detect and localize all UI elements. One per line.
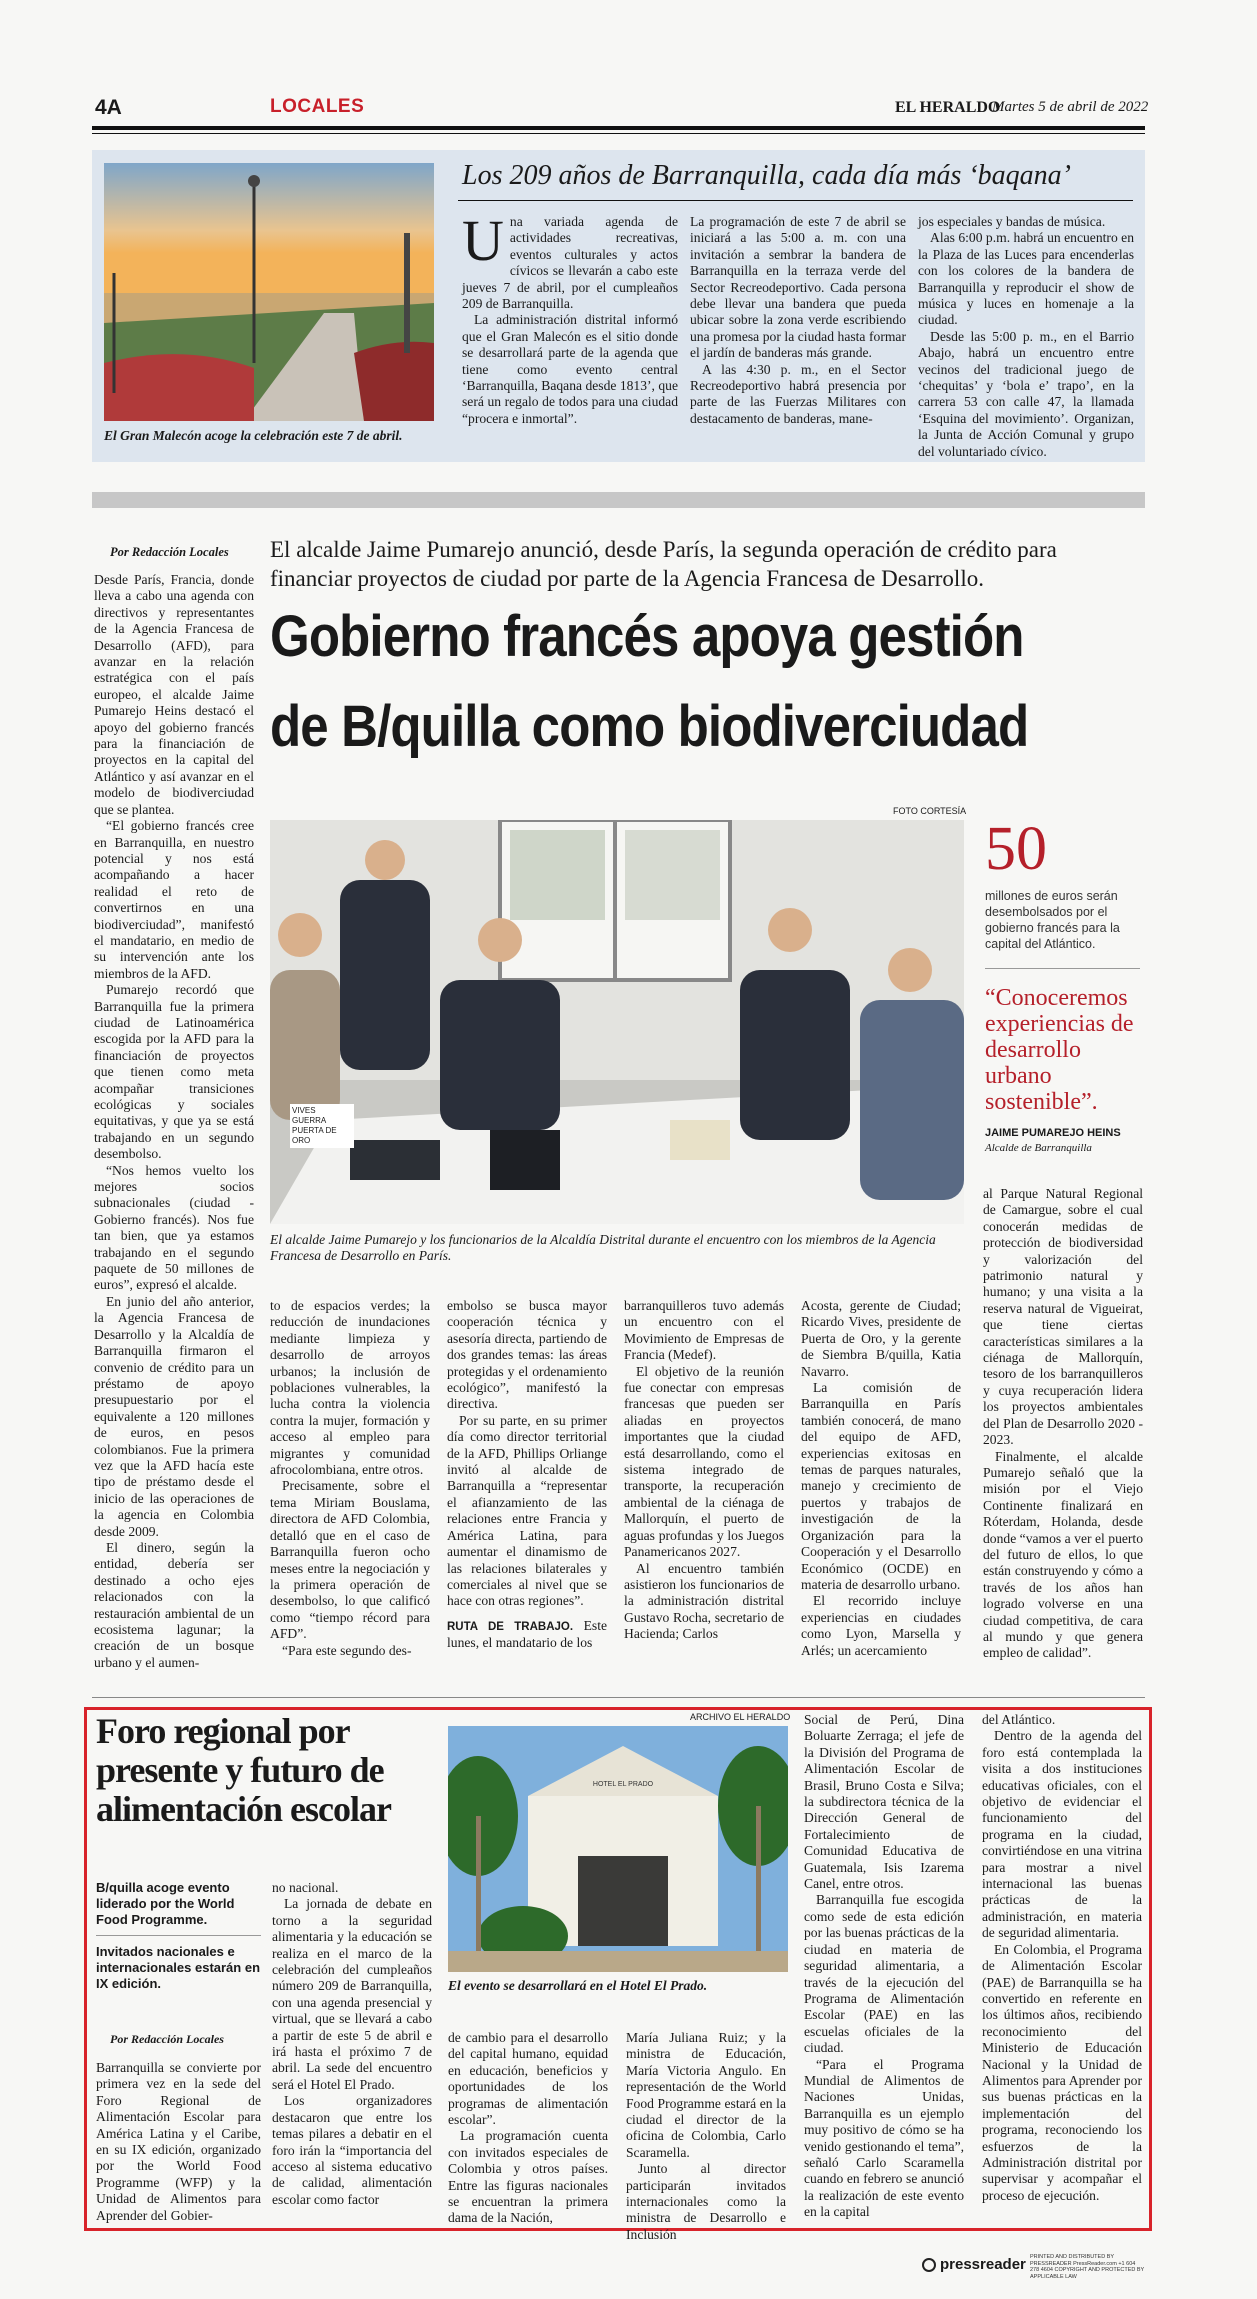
main-col-c [624, 1298, 784, 1643]
bottom-col-6 [982, 1712, 1142, 2204]
paragraph: Desde París, Francia, donde lleva a cabo una agenda con directivos y representantes de la Agencia Francesa de Desarrollo (AFD), para avanzar en la relación estratégica con el país europeo, el alcalde Jaime Pumarejo Heins destacó el apoyo del gobierno francés para la financiación de proyectos en la capital del Atlántico y así avanzar en el modelo de biodiverciudad que se plantea. [94, 572, 254, 817]
summary-2: Invitados nacionales e internacionales estarán en IX edición. [96, 1944, 261, 1991]
paragraph: Social de Perú, Dina Boluarte Zerraga; el jefe de la División del Programa de Alimentación Escolar de Brasil, Bruno Costa e Silva; la subdirectora técnica de la Dirección General de Fortalecimiento de Comunidad Educativa de Guatemala, Isis Izarema Canel, entre otros. [804, 1712, 964, 1892]
quote-author: JAIME PUMAREJO HEINS [985, 1127, 1121, 1139]
header-rule-thin [92, 133, 1145, 134]
paragraph: En Colombia, el Programa de Alimentación Escolar (PAE) de Barranquilla se ha convertido en referente en los últimos años, recibiendo reconocimiento del Ministerio de Educación Nacional y la Unidad de Alimentos para Aprender por sus buenas prácticas en la implementación del programa, reconociendo los esfuerzos de la Administración distrital por supervisar y acompañar el proceso de ejecución. [982, 1941, 1142, 2203]
paragraph: Desde las 5:00 p. m., en el Barrio Abajo, habrá un encuentro entre vecinos del tradicional juego de ‘chequitas’ y ‘bola e’ trapo’, en la carrera 53 con calle 47, la llamada ‘Esquina del movimiento’. Organizan, la Junta de Acción Comunal y grupo del voluntariado cívico. [918, 328, 1134, 459]
paragraph: Barranquilla fue escogida como sede de esta edición por las buenas prácticas de la ciudad en materia de seguridad alimentaria, a través de la ejecución del Programa de Alimentación Escolar (PAE) en las escuelas oficiales de la ciudad. [804, 1892, 964, 2056]
paragraph: to de espacios verdes; la reducción de inundaciones mediante limpieza y desarrollo de arroyos urbanos; la inclusión de poblaciones vulnerables, la lucha contra la violencia contra la mujer, formación y acceso al empleo para migrantes y comunidad afrocolombiana, entre otros. [270, 1298, 430, 1478]
paragraph: La jornada de debate en torno a la seguridad alimentaria y la educación se realiza en el marco de la celebración del cumpleaños número 209 de Barranquilla, con una agenda presencial y virtual, que se llevará a cabo a partir de este 5 de abril e irá hasta el próximo 7 de abril. La sede del encuentro será el Hotel El Prado. [272, 1896, 432, 2092]
paragraph: Junto al director participarán invitados internacionales como la ministra de Desarrollo e Inclusión [626, 2161, 786, 2242]
pull-quote: “Conoceremos experiencias de desarrollo urbano sostenible”. [985, 985, 1134, 1115]
main-col-d [801, 1298, 961, 1659]
meeting-photo [270, 820, 964, 1224]
paragraph: La programación cuenta con invitados especiales de Colombia y otros países. Entre las figuras nacionales se encuentran la primera dama de la Nación, [448, 2128, 608, 2226]
pressreader-logo[interactable] [922, 2256, 1026, 2273]
pressreader-brand: pressreader [940, 2256, 1026, 2273]
paragraph: María Juliana Ruiz; y la ministra de Educación, María Victoria Angulo. En representación de the World Food Programme estará en la ciudad el director de la oficina de Colombia, Carlo Scaramella. [626, 2030, 786, 2160]
paragraph: Precisamente, sobre el tema Miriam Bouslama, directora de AFD Colombia, detalló que en el caso de Barranquilla fueron ocho meses entre la negociación y la primera operación de desembolso, lo que calificó como “tiempo récord para AFD”. [270, 1478, 430, 1642]
paragraph: barranquilleros tuvo además un encuentro con el Movimiento de Empresas de Francia (Medef). [624, 1298, 784, 1363]
paragraph: del Atlántico. [982, 1712, 1056, 1727]
malecon-photo [104, 163, 434, 421]
stat-number: 50 [985, 815, 1047, 883]
paragraph: Los organizadores destacaron que entre los temas pilares a debatir en el foro irán la “importancia del acceso al sistema educativo de calidad, alimentación escolar como factor [272, 2093, 432, 2207]
paragraph: Alas 6:00 p.m. habrá un encuentro en la Plaza de las Luces para encenderlas con los colores de la bandera de Barranquilla y reproducir el show de música y luces en homenaje a la ciudad. [918, 230, 1134, 328]
paragraph: “Nos hemos vuelto los mejores socios subnacionales (ciudad - Gobierno francés). Nos fue tan bien, que ya estamos trabajando en el segundo paquete de 50 millones de euros”, expresó el alcalde. [94, 1162, 254, 1293]
separator-bar [92, 492, 1145, 508]
paragraph: “Para este segundo des- [282, 1642, 412, 1658]
summary-1: B/quilla acoge evento liderado por the World Food Programme. [96, 1880, 235, 1927]
main-left-col [94, 572, 254, 1671]
malecon-caption: El Gran Malecón acoge la celebración este 7 de abril. [104, 428, 403, 443]
placard: VIVES GUERRA PUERTA DE ORO [290, 1104, 354, 1148]
kicker: El alcalde Jaime Pumarejo anunció, desde París, la segunda operación de crédito para financiar proyectos de ciudad por parte de la Agencia Francesa de Desarrollo. [270, 537, 1057, 591]
paragraph: “Para el Programa Mundial de Alimentos de Naciones Unidas, Barranquilla es un ejemplo muy positivo de cómo se ha venido gestionando el tema”, señaló Carlo Scaramella cuando en febrero se anunció la realización de este evento en la capital [804, 2056, 964, 2220]
print-notice: PRINTED AND DISTRIBUTED BY PRESSREADER PressReader.com +1 604 278 4604 COPYRIGHT AND PROTECTED BY APPLICABLE LAW [1030, 2254, 1145, 2280]
top-story-headline: Los 209 años de Barranquilla, cada día más ‘baqana’ [462, 160, 1071, 191]
top-col-1 [462, 208, 678, 427]
main-col-b [447, 1298, 607, 1652]
hotel-caption: El evento se desarrollará en el Hotel El Prado. [448, 1978, 708, 1993]
paragraph: Pumarejo recordó que Barranquilla fue la primera ciudad de Latinoamérica escogida por la AFD para la financiación de proyectos que tienen como meta acompañar transiciones ecológicas y sociales equitativas, y que ya se está trabajando en un segundo desembolso. [94, 982, 254, 1162]
top-col-2 [690, 214, 906, 427]
bottom-col-3 [448, 2030, 608, 2227]
newspaper-name: EL HERALDO [895, 99, 1001, 116]
top-col-3 [918, 214, 1134, 460]
paragraph-tail: Este lunes, el mandatario de los [447, 1617, 607, 1651]
paragraph: Finalmente, el alcalde Pumarejo señaló que la misión por el Viejo Continente finalizará en Róterdam, Holanda, desde donde “vamos a ver el puerto del futuro de ellos, lo que están construyendo y cómo a través de los años han logrado volverse en una ciudad competitiva, de cara al mundo y que genera empleo de calidad”. [983, 1448, 1143, 1661]
main-col-a [270, 1298, 430, 1659]
paragraph: al Parque Natural Regional de Camargue, sobre el cual conocerán medidas de protección de biodiversidad y valorización del patrimonio natural y humano; y una visita a la reserva natural de Vigueirat, que tiene ciertas características similares a la ciénaga de Mallorquín, tesoro de los barranquilleros y cuya recuperación lidera los proyectos ambientales del Plan de Desarrollo 2020 - 2023. [983, 1186, 1143, 1448]
paragraph: Por su parte, en su primer día como director territorial de la AFD, Phillips Orliange invitó al alcalde de Barranquilla a “representar el afianzamiento de las relaciones entre Francia y América Latina, para aumentar el dinamismo de las relaciones bilaterales y comerciales al nivel que se hace con otras regiones”. [447, 1412, 607, 1609]
bottom-byline: Por Redacción Locales [110, 2032, 224, 2046]
pressreader-icon [922, 2258, 936, 2272]
sidebar-rule [985, 968, 1140, 969]
paragraph: A las 4:30 p. m., en el Sector Recreodeportivo habrá presencia por parte de las Fuerzas Militares con destacamento de banderas, mane- [690, 361, 906, 426]
paragraph: Dentro de la agenda del foro está contemplada la visita a dos instituciones educativas oficiales, con el objetivo de evidenciar el funcionamiento del programa en la ciudad, convirtiéndose en una vitrina para mostrar a nivel internacional las buenas prácticas de la administración, en materia de seguridad alimentaria. [982, 1728, 1142, 1941]
photo-credit: FOTO CORTESÍA [893, 806, 967, 816]
main-headline-line2: de B/quilla como biodiverciudad [270, 694, 1029, 759]
paragraph: Barranquilla se convierte por primera vez en la sede del Foro Regional de Alimentación Escolar para América Latina y el Caribe, en su IX edición, organizado por the World Food Programme (WFP) y la Unidad de Alimentos para Aprender del Gobier- [96, 2060, 261, 2223]
main-headline-line1: Gobierno francés apoya gestión [270, 604, 1024, 669]
drop-cap: U [462, 208, 504, 273]
hotel-photo [448, 1726, 788, 1972]
meeting-caption: El alcalde Jaime Pumarejo y los funcionarios de la Alcaldía Distrital durante el encuentro con los miembros de la Agencia Francesa de Desarrollo en París. [270, 1232, 936, 1263]
section-rule [92, 1697, 1145, 1698]
issue-date: Martes 5 de abril de 2022 [992, 99, 1149, 115]
section-label: LOCALES [270, 96, 365, 117]
quote-role: Alcalde de Barranquilla [985, 1142, 1092, 1154]
paragraph: El dinero, según la entidad, debería ser destinado a ocho ejes relacionados con la restauración ambiental de un ecosistema lagunar; la creación de un bosque urbano y el aumen- [94, 1539, 254, 1670]
bottom-col-2 [272, 1880, 432, 2208]
page-number: 4A [95, 96, 122, 119]
paragraph: Al encuentro también asistieron los funcionarios de la administración distrital Gustavo Rocha, secretario de Hacienda; Carlos [624, 1560, 784, 1642]
paragraph: El recorrido incluye experiencias en ciudades como Lyon, Marsella y Arlés; un acercamiento [801, 1593, 961, 1658]
paragraph: “El gobierno francés cree en Barranquilla, en nuestro potencial y nos está acompañando a hacer realidad el reto de convertirnos en una biodiverciudad”, manifestó el mandatario, en medio de su intervención ante los miembros de la AFD. [94, 818, 254, 981]
paragraph: jos especiales y bandas de música. [918, 214, 1106, 229]
main-col-e [983, 1186, 1143, 1662]
bottom-col-1 [96, 2060, 261, 2224]
paragraph: El objetivo de la reunión fue conectar con empresas francesas que pueden ser aliadas en proyectos importantes que la ciudad está desarrollando, como el sistema integrado de transporte, la recuperación ambiental de la ciénaga de Mallorquín, el puerto de aguas profundas y los Juegos Panamericanos 2027. [624, 1363, 784, 1560]
bottom-headline: Foro regional por presente y futuro de alimentación escolar [96, 1711, 391, 1829]
byline: Por Redacción Locales [110, 545, 229, 559]
paragraph: embolso se busca mayor cooperación técnica y asesoría directa, partiendo de dos grandes temas: las áreas protegidas y el ordenamiento ecológico”, manifestó la directiva. [447, 1298, 607, 1412]
bottom-photo-credit: ARCHIVO EL HERALDO [690, 1712, 791, 1722]
paragraph: Acosta, gerente de Ciudad; Ricardo Vives, presidente de Puerta de Oro, y la gerente de Siembra B/quilla, Katia Navarro. [801, 1298, 961, 1379]
paragraph: La programación de este 7 de abril se iniciará a las 5:00 a. m. con una invitación a sembrar la bandera de Barranquilla en la terraza verde del Sector Recreodeportivo. Cada persona debe llevar una bandera que pueda ubicar sobre la zona verde escribiendo una promesa por la ciudad hasta formar el jardín de banderas más grande. [690, 214, 906, 361]
paragraph: na variada agenda de actividades recreativas, eventos culturales y actos cívicos se llevarán a cabo este jueves 7 de abril, por el cumpleaños 209 de Barranquilla. [462, 214, 678, 312]
paragraph: La administración distrital informó que el Gran Malecón es el sitio donde se desarrollará parte de la agenda que tiene como evento central ‘Barranquilla, Baqana desde 1813’, que será un regalo de todos para una ciudad “procera e inmortal”. [462, 312, 678, 426]
paragraph: La comisión de Barranquilla en París también conocerá, de mano del equipo de AFD, experiencias exitosas en temas de parques naturales, manejo y crecimiento de puertos y trabajos de investigación de la Organización para la Cooperación y el Desarrollo Económico (OCDE) en materia de desarrollo urbano. [801, 1380, 961, 1592]
stat-text: millones de euros serán desembolsados por el gobierno francés para la capital del Atlántico. [985, 889, 1120, 951]
summary-rule [96, 1935, 261, 1936]
top-headline-rule [458, 200, 1133, 201]
hotel-sign: HOTEL EL PRADO [592, 1781, 654, 1788]
bottom-col-4 [626, 2030, 786, 2243]
paragraph: no nacional. [272, 1880, 339, 1895]
bottom-col-5 [804, 1712, 964, 2221]
paragraph: de cambio para el desarrollo del capital humano, equidad en educación, beneficios y oportunidades de los programas de alimentación escolar”. [448, 2030, 608, 2128]
subhead: RUTA DE TRABAJO. [447, 1620, 574, 1633]
paragraph: En junio del año anterior, la Agencia Francesa de Desarrollo y la Alcaldía de Barranquilla firmaron el convenio de crédito para un préstamo de apoyo presupuestario por el equivalente a 120 millones de euros, en pesos colombianos. Fue la primera vez que la AFD hacía este tipo de préstamo desde el inicio de las operaciones de la agencia en Colombia desde 2009. [94, 1293, 254, 1539]
header-rule [92, 126, 1145, 130]
